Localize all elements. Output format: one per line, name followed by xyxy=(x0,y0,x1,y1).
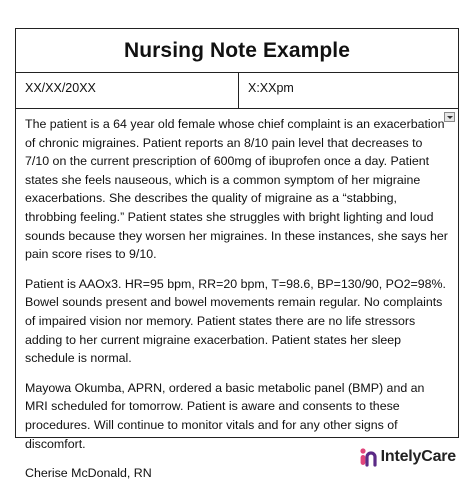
note-paragraph-objective: Patient is AAOx3. HR=95 bpm, RR=20 bpm, T=98.6, BP=130/90, PO2=98%. Bowel sounds present and bowel movements remain regular. No complaints of impaired vision nor memory. Patient states there are no life stressors adding to her current migraine exacerbation. Patient states her sleep schedule is normal. xyxy=(25,276,446,366)
note-date: XX/XX/20XX xyxy=(16,73,239,108)
title-row xyxy=(16,29,458,73)
note-signature: Cherise McDonald, RN xyxy=(25,466,152,481)
note-time: X:XXpm xyxy=(248,81,294,95)
brand-name: IntelyCare xyxy=(380,448,456,465)
date-time-row xyxy=(16,73,458,109)
note-paragraph-subjective: The patient is a 64 year old female whose chief complaint is an exacerbation of chronic migraines. Patient reports an 8/10 pain level that decreases to 7/10 on the current prescription of 600mg of ibuprofen once a day. Patient states she feels nauseous, which is a common symptom of her migraine exacerbations. She describes the quality of migraine as a “stabbing, throbbing feeling.” Patient states she struggles with bright lighting and loud sounds because they worsen her migraines. In these instances, she says her pain score rises to 9/10. xyxy=(25,117,448,262)
brand-logo xyxy=(357,447,456,467)
note-title: Nursing Note Example xyxy=(123,38,351,62)
resize-dropdown-icon[interactable] xyxy=(444,112,455,122)
intelycare-logo-icon xyxy=(357,447,377,467)
note-paragraph-plan: Mayowa Okumba, APRN, ordered a basic metabolic panel (BMP) and an MRI scheduled for tomorrow. Patient is aware and consents to these procedures. Will continue to monitor vitals and for any other signs of discomfort. xyxy=(25,380,425,451)
